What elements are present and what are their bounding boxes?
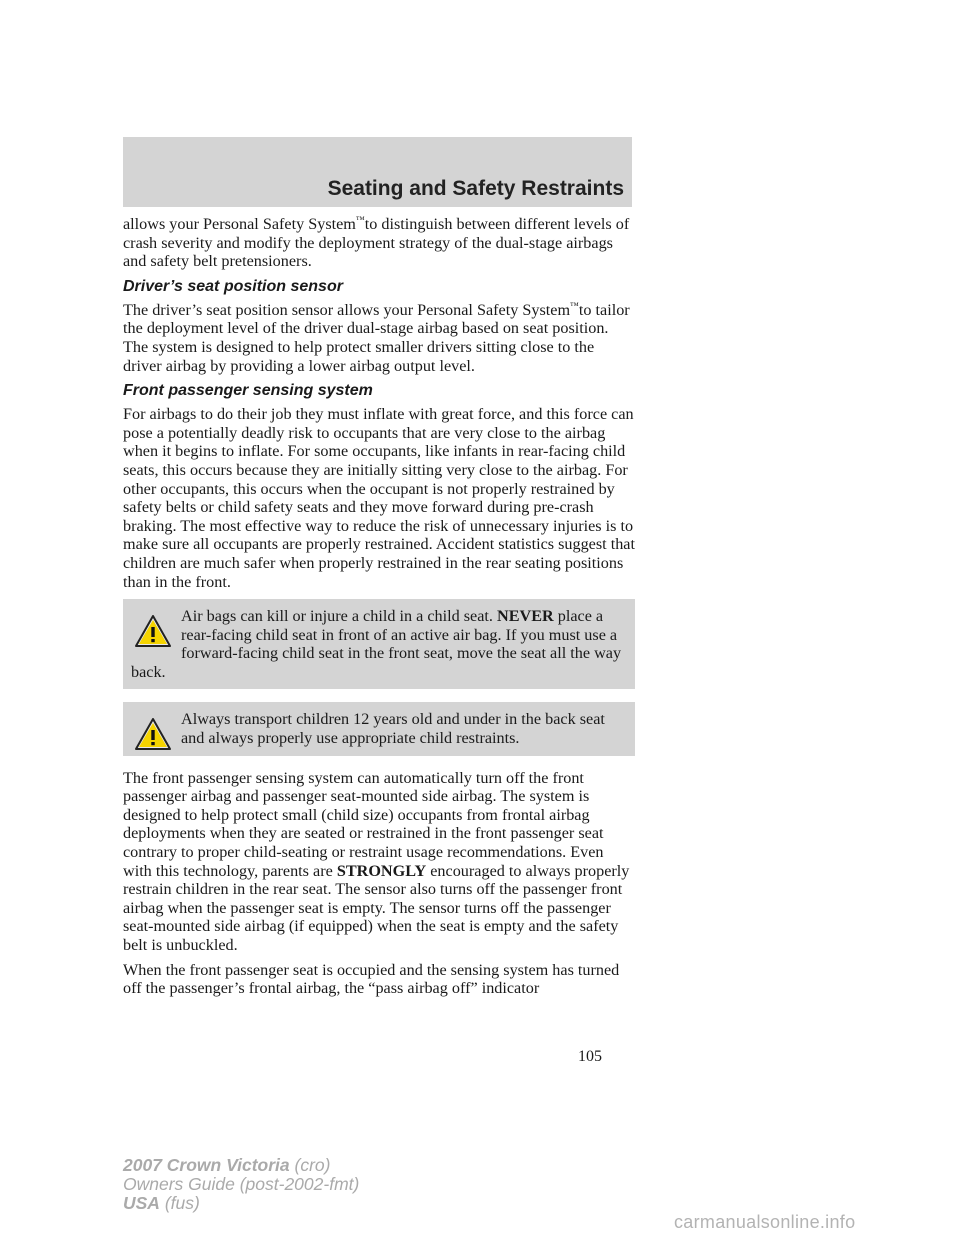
footer-region-code: (fus) [159, 1193, 200, 1213]
sensing-text-1: The front passenger sensing system can automatically turn off the front passenger airbag and passenger seat-mounted side airbag. The system is designed to help protect small (child size) occupants from frontal airbag deployments when they are seated or restrained in the front passenger seat contrary to proper child-seating or restraint usage recommendations. Even with this technology, parents are [123, 768, 604, 880]
section-title: Seating and Safety Restraints [327, 177, 624, 200]
footer-line-guide: Owners Guide (post-2002-fmt) [123, 1174, 360, 1194]
passenger-sensing-heading: Front passenger sensing system [123, 382, 373, 400]
footer-region: USA [123, 1193, 160, 1213]
trademark-symbol: ™ [570, 300, 579, 311]
section-header-band [123, 137, 632, 207]
footer-model-code: (cro) [289, 1155, 331, 1175]
driver-seat-heading: Driver’s seat position sensor [123, 277, 343, 295]
trademark-symbol: ™ [355, 214, 365, 225]
watermark-text: carmanualsonline.info [674, 1212, 856, 1232]
page-content [123, 215, 635, 1004]
warning-emphasis: NEVER [497, 607, 554, 626]
indicator-paragraph: When the front passenger seat is occupied and the sensing system has turned off the passenger’s frontal airbag, the “pass airbag off” indicator [123, 960, 620, 998]
footer-line-region [123, 1194, 359, 1213]
warning-text-2: place a rear-facing child seat in front of an active air bag. If you must use a forward-facing child seat in the front seat, move the seat all the way back. [131, 607, 622, 681]
intro-text-1: allows your Personal Safety System [123, 215, 356, 233]
footer-model: 2007 Crown Victoria [123, 1155, 290, 1175]
warning-triangle-icon [133, 716, 173, 752]
footer-line-model [123, 1156, 359, 1175]
warning-box-child-seat [123, 599, 635, 689]
sensing-emphasis: STRONGLY [336, 861, 427, 880]
warning-box-rear-seat [123, 702, 635, 755]
warning-text-child-seat [131, 607, 625, 681]
passenger-sensing-paragraph: For airbags to do their job they must inflate with great force, and this force can pose a potentially deadly risk to occupants that are very close to the airbag when it begins to inflate. For some occupants, like infants in rear-facing child seats, this occurs because they are initially sitting very close to the airbag. For other occupants, this occurs when the occupant is not properly restrained by safety belts or child safety seats and they move forward during pre-crash braking. The most effective way to reduce the risk of unnecessary injuries is to make sure all occupants are properly restrained. Accident statistics suggest that children are much safer when properly restrained in the rear seating positions than in the front. [123, 405, 635, 591]
page-number: 105 [578, 1048, 602, 1065]
intro-paragraph [123, 215, 635, 271]
driver-text-1: The driver’s seat position sensor allows your Personal Safety System [123, 300, 571, 319]
warning-text-rear-seat: Always transport children 12 years old and under in the back seat and always properly use appropriate child restraints. [181, 710, 605, 748]
document-footer [123, 1156, 359, 1213]
intro-text-2: to distinguish between different levels of crash severity and modify the deployment strategy of the dual-stage airbags and safety belt pretensioners. [123, 215, 630, 271]
driver-seat-paragraph [123, 301, 635, 375]
driver-text-2: to tailor the deployment level of the driver dual-stage airbag based on seat position. The system is designed to help protect smaller drivers sitting close to the driver airbag by providing a lower airbag output level. [123, 300, 630, 375]
sensing-text-2: encouraged to always properly restrain children in the rear seat. The sensor also turns off the passenger front airbag when the passenger seat is empty. The sensor turns off the passenger seat-mounted side airbag (if equipped) when the seat is empty and the safety belt is unbuckled. [123, 861, 630, 954]
sensing-system-paragraph [123, 769, 635, 955]
warning-triangle-icon [133, 613, 173, 649]
warning-text-1: Air bags can kill or injure a child in a child seat. [181, 607, 498, 626]
